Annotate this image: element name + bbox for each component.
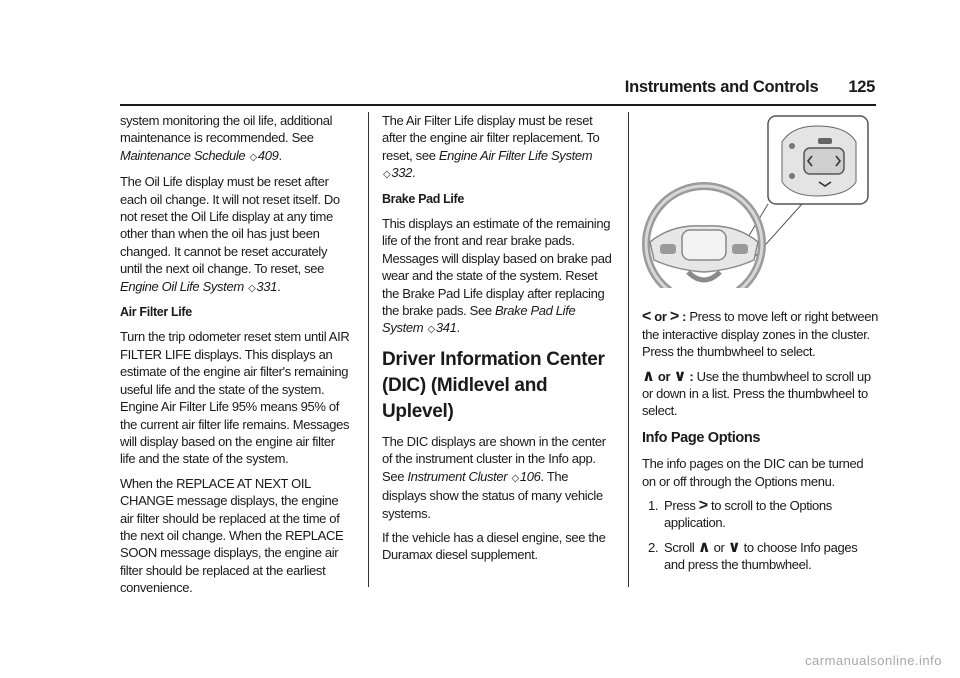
paragraph: When the REPLACE AT NEXT OIL CHANGE message displays, the engine air filter should be replaced at the time of the next oil change. When the REPLACE SOON message displays, the engine air filter should be replaced at the earliest convenience.: [120, 475, 344, 596]
paragraph: The Air Filter Life display must be reset after the engine air filter replacement. To reset, see Engine Air Filter Life System ◇332.: [382, 113, 600, 181]
chevron-left-icon: <: [642, 308, 651, 326]
page-ref-icon: ◇: [383, 169, 391, 181]
voice-icon: [789, 143, 795, 149]
right-controls: [732, 244, 748, 254]
cross-ref-link[interactable]: Maintenance Schedule: [120, 147, 246, 163]
paragraph: < or > : Press to move left or right between the interactive display zones in the cluster. Press the thumbwheel to select.: [642, 308, 878, 360]
page-ref-icon: ◇: [511, 472, 519, 484]
page-ref[interactable]: 409: [257, 147, 279, 163]
cross-ref-link[interactable]: Instrument Cluster: [407, 468, 508, 484]
chevron-right-icon: >: [698, 497, 708, 515]
thumbwheel: [804, 148, 844, 174]
cross-ref-link[interactable]: Brake Pad Life System: [382, 303, 576, 336]
cross-ref-link[interactable]: Engine Air Filter Life System: [438, 147, 593, 163]
steering-wheel-illustration: [642, 112, 878, 288]
section-title: Driver Information Center (DIC) (Midlevel and Uplevel): [382, 348, 605, 422]
column-1: [120, 112, 352, 604]
cross-ref-link[interactable]: Engine Oil Life System: [120, 278, 244, 294]
wheel-hub: [682, 230, 726, 260]
page-ref-icon: ◇: [248, 282, 256, 294]
list-item: 2. Scroll ∧ or ∨ to choose Info pages and press the thumbwheel.: [648, 538, 858, 573]
chevron-up-icon: ∧: [642, 367, 655, 385]
page-ref-icon: ◇: [249, 151, 257, 163]
paragraph: This displays an estimate of the remaining life of the front and rear brake pads. Messages will display based on brake pad wear and the state of the system. Reset the Brake Pad Life display after replacing the brake pads. See Brake Pad Life System ◇341.: [382, 216, 612, 336]
paragraph: Turn the trip odometer reset stem until AIR FILTER LIFE displays. This displays an estimate of the engine air filter's remaining useful life and the state of the system. Engine Air Filter Life 95% means 95% of the current air filter life remains. Messages will display based on the engine air filter life and the state of the system.: [120, 329, 350, 467]
paragraph: ∧ or ∨ : Use the thumbwheel to scroll up or down in a list. Press the thumbwheel to select.: [642, 367, 871, 419]
column-2: [382, 112, 614, 571]
page-ref[interactable]: 106: [519, 468, 541, 484]
paragraph: The DIC displays are shown in the center of the instrument cluster in the Info app. See Instrument Cluster ◇106. The displays show the status of many vehicle systems.: [382, 433, 606, 521]
column-divider: [368, 112, 369, 587]
chevron-up-icon: ∧: [697, 538, 711, 556]
page-number: 125: [848, 78, 875, 96]
list-item: 1. Press > to scroll to the Options application.: [648, 497, 832, 531]
column-divider: [628, 112, 629, 587]
thumbwheel-up: [818, 138, 832, 144]
subheading: Brake Pad Life: [382, 191, 464, 206]
paragraph: The Oil Life display must be reset after each oil change. It will not reset itself. Do not reset the Oil Life display at any time other than when the oil has just been changed. It cannot be reset accurately until the next oil change. To reset, see Engine Oil Life System ◇331.: [120, 174, 340, 294]
chevron-down-icon: ∨: [673, 367, 687, 385]
paragraph: If the vehicle has a diesel engine, see the Duramax diesel supplement.: [382, 529, 606, 563]
page-ref-icon: ◇: [427, 324, 435, 336]
left-controls: [660, 244, 676, 254]
watermark: carmanualsonline.info: [805, 653, 942, 668]
page-ref[interactable]: 332: [391, 165, 412, 181]
chevron-right-icon: >: [669, 308, 679, 326]
paragraph: The info pages on the DIC can be turned on or off through the Options menu.: [642, 456, 864, 489]
header-rule: [120, 104, 876, 106]
column-3: [642, 112, 878, 581]
phone-icon: [789, 173, 795, 179]
header-title: Instruments and Controls: [624, 78, 819, 96]
steps-list: [642, 497, 878, 574]
page-ref[interactable]: 341: [435, 320, 457, 336]
subheading: Air Filter Life: [120, 305, 192, 320]
subheading: Info Page Options: [642, 429, 761, 446]
page-header: [120, 78, 875, 102]
lower-spoke: [688, 272, 720, 280]
page-ref[interactable]: 331: [256, 278, 278, 294]
chevron-down-icon: ∨: [727, 538, 741, 556]
paragraph: system monitoring the oil life, additional maintenance is recommended. See Maintenance Schedule ◇409.: [120, 113, 333, 163]
